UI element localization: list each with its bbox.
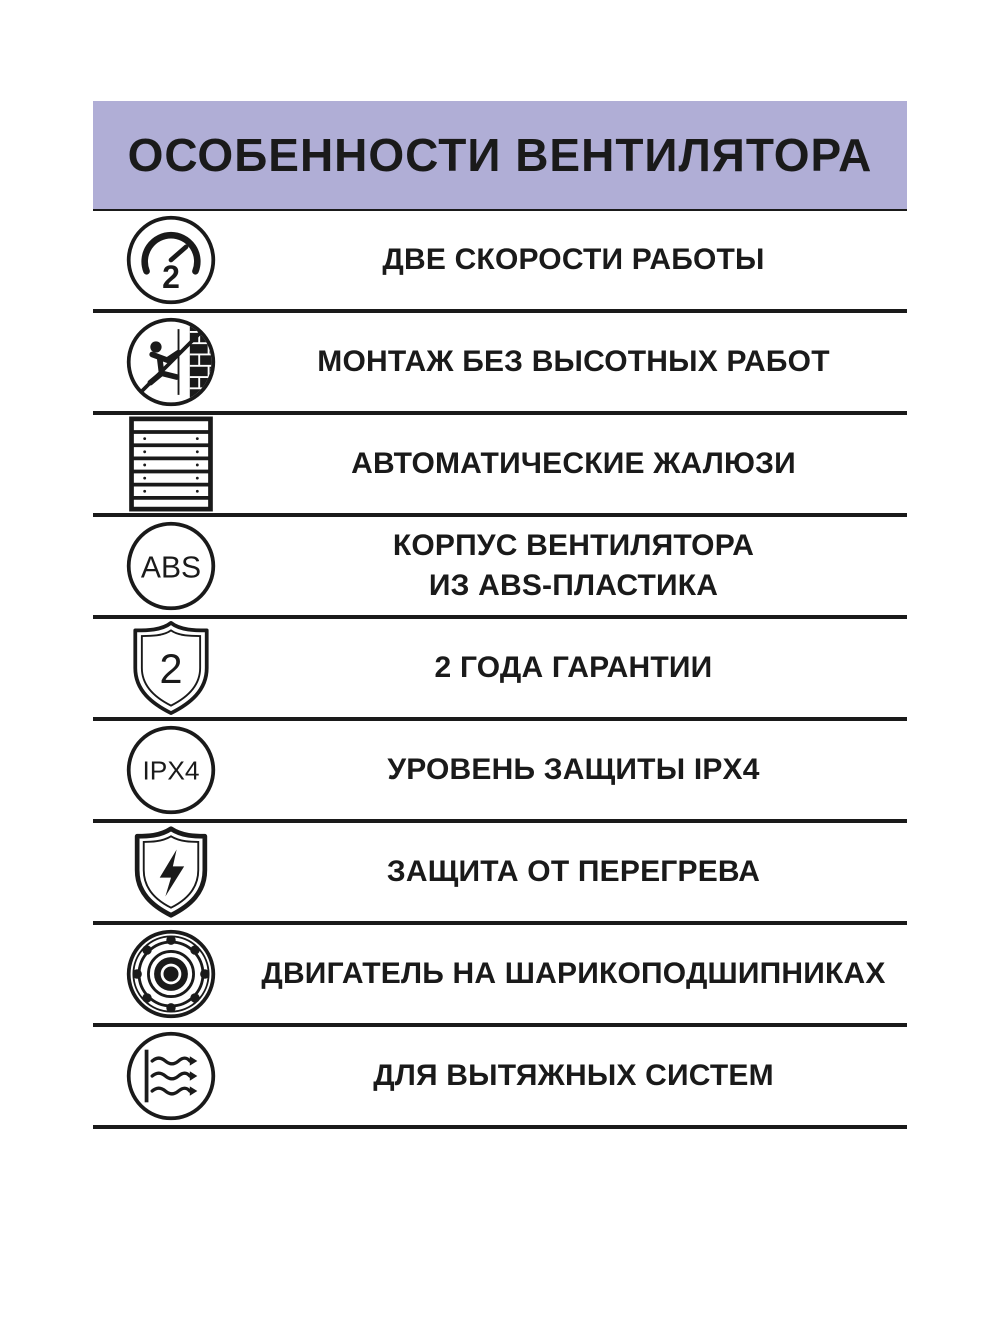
feature-label-line2: ИЗ ABS-ПЛАСТИКА [428,569,719,602]
header-bar [93,101,907,211]
exhaust-flow-icon [93,1027,248,1125]
shield-lightning-icon [93,823,248,921]
feature-label: ДВИГАТЕЛЬ НА ШАРИКОПОДШИПНИКАХ [261,957,886,990]
shield-2-icon [93,619,248,717]
feature-row-exhaust [93,1027,907,1129]
ball-bearing-icon [93,925,248,1023]
feature-label: ДЛЯ ВЫТЯЖНЫХ СИСТЕМ [373,1059,774,1092]
feature-row-warranty [93,619,907,721]
feature-label-line1: КОРПУС ВЕНТИЛЯТОРА [392,529,755,562]
ipx4-icon [93,721,248,819]
feature-label: УРОВЕНЬ ЗАЩИТЫ IPX4 [387,753,760,786]
feature-row-speeds [93,211,907,313]
feature-row-overheat [93,823,907,925]
no-climbing-icon [93,313,248,411]
features-card [93,101,907,1129]
shield-2-icon-text: 2 [158,646,183,693]
feature-label [248,526,907,606]
ipx4-icon-text: IPX4 [141,755,200,786]
page-title: ОСОБЕННОСТИ ВЕНТИЛЯТОРА [127,129,873,181]
feature-label: ДВЕ СКОРОСТИ РАБОТЫ [382,243,765,276]
feature-row-shutters [93,415,907,517]
feature-label: 2 ГОДА ГАРАНТИИ [434,651,713,684]
abs-icon-text: ABS [140,551,201,585]
feature-label-text: АВТОМАТИЧЕСКИЕ ЖАЛЮЗИ [351,447,796,480]
svg-text:2: 2 [161,259,180,296]
feature-row-abs [93,517,907,619]
speed-2-icon [93,211,248,309]
feature-label: МОНТАЖ БЕЗ ВЫСОТНЫХ РАБОТ [317,345,830,378]
abs-icon [93,517,248,615]
feature-row-mounting [93,313,907,415]
feature-row-ipx4 [93,721,907,823]
feature-label [248,444,907,484]
feature-label: ЗАЩИТА ОТ ПЕРЕГРЕВА [386,855,761,888]
shutters-icon [93,415,248,513]
feature-row-bearing [93,925,907,1027]
